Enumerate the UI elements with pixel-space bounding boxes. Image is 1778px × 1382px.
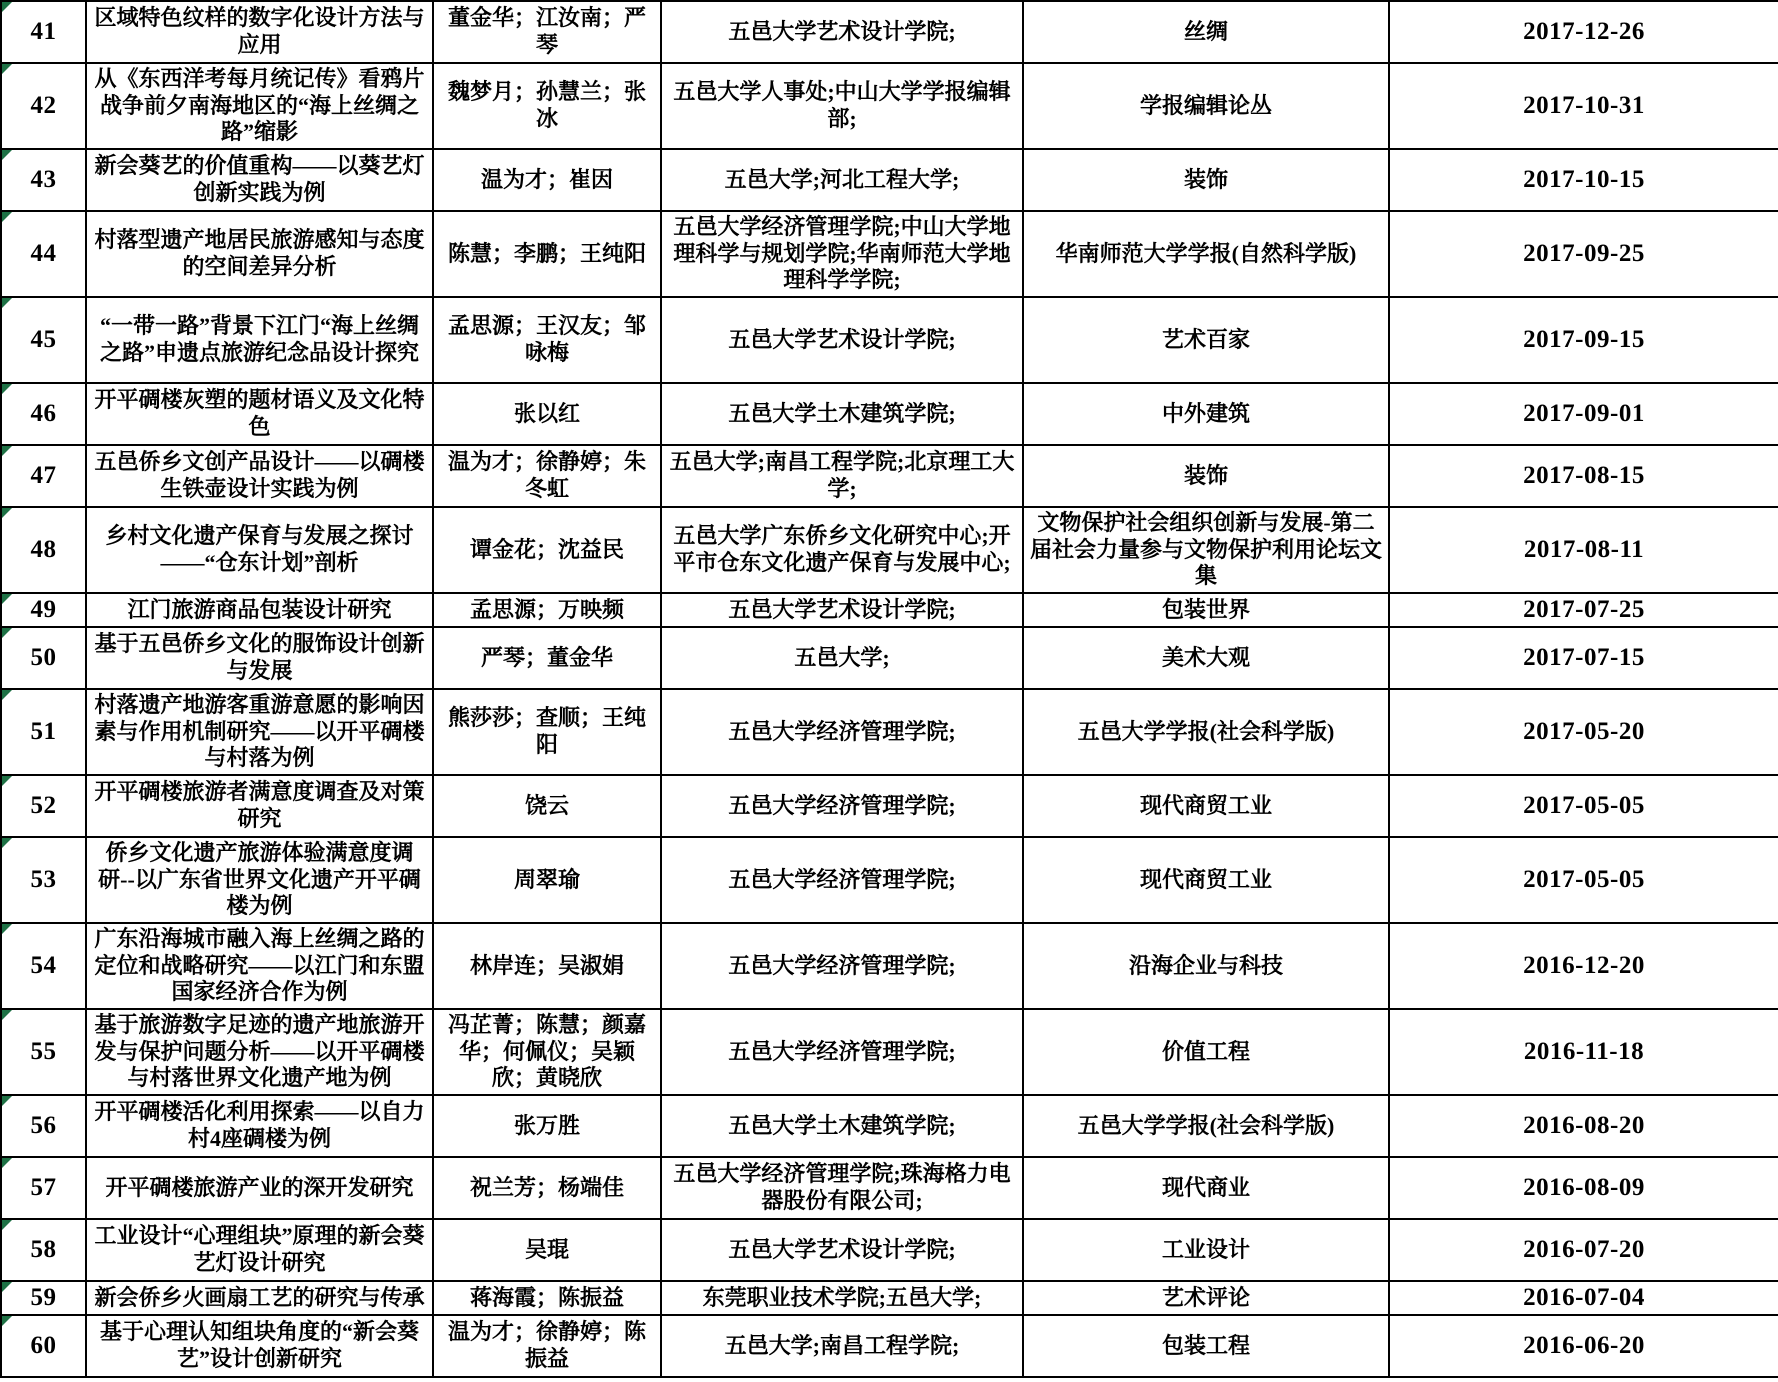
- cell-authors[interactable]: 谭金花；沈益民: [433, 507, 661, 593]
- cell-title[interactable]: 江门旅游商品包装设计研究: [86, 593, 433, 627]
- cell-institution[interactable]: 五邑大学艺术设计学院;: [661, 297, 1023, 383]
- table-row: [1, 445, 1778, 507]
- cell-num[interactable]: [1, 1281, 86, 1315]
- table-row: [1, 1315, 1778, 1377]
- table-row: [1, 593, 1778, 627]
- cell-institution[interactable]: 五邑大学经济管理学院;: [661, 1009, 1023, 1095]
- row-number: 53: [30, 866, 57, 893]
- row-number: 57: [30, 1174, 57, 1201]
- table-row: [1, 775, 1778, 837]
- cell-num[interactable]: [1, 923, 86, 1009]
- cell-journal[interactable]: 装饰: [1023, 149, 1389, 211]
- cell-institution[interactable]: 五邑大学人事处;中山大学学报编辑部;: [661, 63, 1023, 149]
- cell-authors[interactable]: 温为才；崔因: [433, 149, 661, 211]
- cell-date[interactable]: 2017-07-15: [1389, 627, 1778, 689]
- cell-authors[interactable]: 张万胜: [433, 1095, 661, 1157]
- cell-journal[interactable]: 美术大观: [1023, 627, 1389, 689]
- cell-authors[interactable]: 董金华；江汝南；严琴: [433, 1, 661, 63]
- row-number: 56: [30, 1112, 57, 1139]
- cell-authors[interactable]: 陈慧；李鹏；王纯阳: [433, 211, 661, 297]
- cell-title[interactable]: 基于心理认知组块角度的“新会葵艺”设计创新研究: [86, 1315, 433, 1377]
- cell-date[interactable]: 2016-07-04: [1389, 1281, 1778, 1315]
- error-indicator-triangle: [2, 384, 12, 394]
- cell-authors[interactable]: 周翠瑜: [433, 837, 661, 923]
- cell-institution[interactable]: 五邑大学艺术设计学院;: [661, 1219, 1023, 1281]
- cell-num[interactable]: [1, 1157, 86, 1219]
- cell-authors[interactable]: 冯芷菁；陈慧；颜嘉华；何佩仪；吴颖欣；黄晓欣: [433, 1009, 661, 1095]
- cell-institution[interactable]: 五邑大学;南昌工程学院;北京理工大学;: [661, 445, 1023, 507]
- cell-journal[interactable]: 五邑大学学报(社会科学版): [1023, 689, 1389, 775]
- cell-date[interactable]: 2017-10-31: [1389, 63, 1778, 149]
- cell-title[interactable]: 乡村文化遗产保育与发展之探讨——“仓东计划”剖析: [86, 507, 433, 593]
- cell-title[interactable]: 从《东西洋考每月统记传》看鸦片战争前夕南海地区的“海上丝绸之路”缩影: [86, 63, 433, 149]
- cell-date[interactable]: 2016-11-18: [1389, 1009, 1778, 1095]
- table-row: [1, 1157, 1778, 1219]
- table-row: [1, 507, 1778, 593]
- cell-date[interactable]: 2017-05-05: [1389, 837, 1778, 923]
- table-row: [1, 149, 1778, 211]
- error-indicator-triangle: [2, 1316, 12, 1326]
- cell-title[interactable]: 村落型遗产地居民旅游感知与态度的空间差异分析: [86, 211, 433, 297]
- row-number: 43: [30, 166, 57, 193]
- row-number: 55: [30, 1038, 57, 1065]
- cell-title[interactable]: 五邑侨乡文创产品设计——以碉楼生铁壶设计实践为例: [86, 445, 433, 507]
- cell-title[interactable]: 基于五邑侨乡文化的服饰设计创新与发展: [86, 627, 433, 689]
- cell-num[interactable]: [1, 507, 86, 593]
- cell-num[interactable]: [1, 63, 86, 149]
- cell-journal[interactable]: 价值工程: [1023, 1009, 1389, 1095]
- row-number: 48: [30, 536, 57, 563]
- table-row: [1, 63, 1778, 149]
- cell-institution[interactable]: 五邑大学经济管理学院;: [661, 837, 1023, 923]
- cell-title[interactable]: 区域特色纹样的数字化设计方法与应用: [86, 1, 433, 63]
- cell-authors[interactable]: 温为才；徐静婷；陈振益: [433, 1315, 661, 1377]
- error-indicator-triangle: [2, 212, 12, 222]
- cell-num[interactable]: [1, 593, 86, 627]
- cell-journal[interactable]: 沿海企业与科技: [1023, 923, 1389, 1009]
- cell-num[interactable]: [1, 1095, 86, 1157]
- cell-institution[interactable]: 东莞职业技术学院;五邑大学;: [661, 1281, 1023, 1315]
- cell-date[interactable]: 2017-09-25: [1389, 211, 1778, 297]
- cell-date[interactable]: 2016-07-20: [1389, 1219, 1778, 1281]
- row-number: 41: [30, 18, 57, 45]
- cell-journal[interactable]: 丝绸: [1023, 1, 1389, 63]
- cell-institution[interactable]: 五邑大学经济管理学院;: [661, 689, 1023, 775]
- cell-date[interactable]: 2017-07-25: [1389, 593, 1778, 627]
- error-indicator-triangle: [2, 1282, 12, 1292]
- row-number: 52: [30, 792, 57, 819]
- error-indicator-triangle: [2, 924, 12, 934]
- error-indicator-triangle: [2, 1096, 12, 1106]
- table-row: [1, 297, 1778, 383]
- cell-journal[interactable]: 现代商贸工业: [1023, 837, 1389, 923]
- cell-authors[interactable]: 张以红: [433, 383, 661, 445]
- cell-date[interactable]: 2016-12-20: [1389, 923, 1778, 1009]
- cell-title[interactable]: 工业设计“心理组块”原理的新会葵艺灯设计研究: [86, 1219, 433, 1281]
- cell-institution[interactable]: 五邑大学艺术设计学院;: [661, 593, 1023, 627]
- row-number: 59: [30, 1284, 57, 1311]
- row-number: 44: [30, 240, 57, 267]
- cell-date[interactable]: 2016-06-20: [1389, 1315, 1778, 1377]
- cell-journal[interactable]: 艺术百家: [1023, 297, 1389, 383]
- cell-num[interactable]: [1, 627, 86, 689]
- cell-date[interactable]: 2017-10-15: [1389, 149, 1778, 211]
- cell-authors[interactable]: 温为才；徐静婷；朱冬虹: [433, 445, 661, 507]
- cell-journal[interactable]: 现代商贸工业: [1023, 775, 1389, 837]
- row-number: 58: [30, 1236, 57, 1263]
- row-number: 46: [30, 400, 57, 427]
- cell-authors[interactable]: 严琴；董金华: [433, 627, 661, 689]
- cell-num[interactable]: [1, 1, 86, 63]
- cell-journal[interactable]: 艺术评论: [1023, 1281, 1389, 1315]
- error-indicator-triangle: [2, 2, 12, 12]
- cell-title[interactable]: 开平碉楼旅游产业的深开发研究: [86, 1157, 433, 1219]
- cell-date[interactable]: 2017-08-11: [1389, 507, 1778, 593]
- row-number: 50: [30, 644, 57, 671]
- cell-title[interactable]: 新会葵艺的价值重构——以葵艺灯创新实践为例: [86, 149, 433, 211]
- cell-title[interactable]: 侨乡文化遗产旅游体验满意度调研--以广东省世界文化遗产开平碉楼为例: [86, 837, 433, 923]
- cell-journal[interactable]: 现代商业: [1023, 1157, 1389, 1219]
- cell-journal[interactable]: 工业设计: [1023, 1219, 1389, 1281]
- cell-authors[interactable]: 孟思源；万映频: [433, 593, 661, 627]
- cell-institution[interactable]: 五邑大学经济管理学院;: [661, 923, 1023, 1009]
- cell-authors[interactable]: 林岸连；吴淑娟: [433, 923, 661, 1009]
- cell-institution[interactable]: 五邑大学艺术设计学院;: [661, 1, 1023, 63]
- table-row: [1, 1219, 1778, 1281]
- table-row: [1, 1095, 1778, 1157]
- cell-journal[interactable]: 五邑大学学报(社会科学版): [1023, 1095, 1389, 1157]
- cell-num[interactable]: [1, 383, 86, 445]
- cell-date[interactable]: 2017-09-15: [1389, 297, 1778, 383]
- cell-authors[interactable]: 饶云: [433, 775, 661, 837]
- row-number: 54: [30, 952, 57, 979]
- cell-date[interactable]: 2017-05-20: [1389, 689, 1778, 775]
- cell-institution[interactable]: 五邑大学;: [661, 627, 1023, 689]
- table-row: [1, 1281, 1778, 1315]
- cell-authors[interactable]: 蒋海霞；陈振益: [433, 1281, 661, 1315]
- cell-num[interactable]: [1, 297, 86, 383]
- error-indicator-triangle: [2, 776, 12, 786]
- cell-num[interactable]: [1, 837, 86, 923]
- error-indicator-triangle: [2, 594, 12, 604]
- table-row: [1, 689, 1778, 775]
- table-row: [1, 211, 1778, 297]
- cell-institution[interactable]: 五邑大学经济管理学院;: [661, 775, 1023, 837]
- error-indicator-triangle: [2, 64, 12, 74]
- cell-authors[interactable]: 魏梦月；孙慧兰；张冰: [433, 63, 661, 149]
- cell-journal[interactable]: 华南师范大学学报(自然科学版): [1023, 211, 1389, 297]
- cell-authors[interactable]: 熊莎莎；查顺；王纯阳: [433, 689, 661, 775]
- publications-table-body: [1, 1, 1778, 1377]
- cell-date[interactable]: 2016-08-20: [1389, 1095, 1778, 1157]
- cell-journal[interactable]: 文物保护社会组织创新与发展-第二届社会力量参与文物保护利用论坛文集: [1023, 507, 1389, 593]
- cell-title[interactable]: 新会侨乡火画扇工艺的研究与传承: [86, 1281, 433, 1315]
- error-indicator-triangle: [2, 628, 12, 638]
- cell-date[interactable]: 2016-08-09: [1389, 1157, 1778, 1219]
- row-number: 49: [30, 596, 57, 623]
- error-indicator-triangle: [2, 690, 12, 700]
- cell-institution[interactable]: 五邑大学广东侨乡文化研究中心;开平市仓东文化遗产保育与发展中心;: [661, 507, 1023, 593]
- row-number: 60: [30, 1332, 57, 1359]
- row-number: 51: [30, 718, 57, 745]
- error-indicator-triangle: [2, 1158, 12, 1168]
- cell-authors[interactable]: 祝兰芳；杨端佳: [433, 1157, 661, 1219]
- cell-journal[interactable]: 学报编辑论丛: [1023, 63, 1389, 149]
- cell-title[interactable]: “一带一路”背景下江门“海上丝绸之路”申遗点旅游纪念品设计探究: [86, 297, 433, 383]
- cell-journal[interactable]: 中外建筑: [1023, 383, 1389, 445]
- table-row: [1, 383, 1778, 445]
- cell-num[interactable]: [1, 1009, 86, 1095]
- error-indicator-triangle: [2, 1220, 12, 1230]
- error-indicator-triangle: [2, 508, 12, 518]
- cell-num[interactable]: [1, 689, 86, 775]
- table-row: [1, 1009, 1778, 1095]
- cell-num[interactable]: [1, 211, 86, 297]
- table-row: [1, 1, 1778, 63]
- row-number: 42: [30, 92, 57, 119]
- cell-institution[interactable]: 五邑大学经济管理学院;中山大学地理科学与规划学院;华南师范大学地理科学学院;: [661, 211, 1023, 297]
- cell-institution[interactable]: 五邑大学经济管理学院;珠海格力电器股份有限公司;: [661, 1157, 1023, 1219]
- cell-institution[interactable]: 五邑大学土木建筑学院;: [661, 383, 1023, 445]
- cell-authors[interactable]: 孟思源；王汉友；邹咏梅: [433, 297, 661, 383]
- table-row: [1, 627, 1778, 689]
- cell-num[interactable]: [1, 1219, 86, 1281]
- cell-title[interactable]: 村落遗产地游客重游意愿的影响因素与作用机制研究——以开平碉楼与村落为例: [86, 689, 433, 775]
- table-row: [1, 923, 1778, 1009]
- error-indicator-triangle: [2, 1010, 12, 1020]
- cell-journal[interactable]: 包装世界: [1023, 593, 1389, 627]
- cell-title[interactable]: 广东沿海城市融入海上丝绸之路的定位和战略研究——以江门和东盟国家经济合作为例: [86, 923, 433, 1009]
- error-indicator-triangle: [2, 446, 12, 456]
- cell-institution[interactable]: 五邑大学土木建筑学院;: [661, 1095, 1023, 1157]
- cell-num[interactable]: [1, 1315, 86, 1377]
- cell-date[interactable]: 2017-12-26: [1389, 1, 1778, 63]
- row-number: 45: [30, 326, 57, 353]
- table-row: [1, 837, 1778, 923]
- cell-title[interactable]: 开平碉楼活化利用探索——以自力村4座碉楼为例: [86, 1095, 433, 1157]
- cell-authors[interactable]: 吴琨: [433, 1219, 661, 1281]
- error-indicator-triangle: [2, 838, 12, 848]
- error-indicator-triangle: [2, 150, 12, 160]
- cell-institution[interactable]: 五邑大学;南昌工程学院;: [661, 1315, 1023, 1377]
- cell-num[interactable]: [1, 149, 86, 211]
- cell-journal[interactable]: 装饰: [1023, 445, 1389, 507]
- cell-date[interactable]: 2017-09-01: [1389, 383, 1778, 445]
- row-number: 47: [30, 462, 57, 489]
- cell-num[interactable]: [1, 445, 86, 507]
- cell-title[interactable]: 开平碉楼灰塑的题材语义及文化特色: [86, 383, 433, 445]
- error-indicator-triangle: [2, 298, 12, 308]
- cell-date[interactable]: 2017-05-05: [1389, 775, 1778, 837]
- cell-date[interactable]: 2017-08-15: [1389, 445, 1778, 507]
- cell-title[interactable]: 基于旅游数字足迹的遗产地旅游开发与保护问题分析——以开平碉楼与村落世界文化遗产地为例: [86, 1009, 433, 1095]
- cell-num[interactable]: [1, 775, 86, 837]
- cell-journal[interactable]: 包装工程: [1023, 1315, 1389, 1377]
- cell-institution[interactable]: 五邑大学;河北工程大学;: [661, 149, 1023, 211]
- cell-title[interactable]: 开平碉楼旅游者满意度调查及对策研究: [86, 775, 433, 837]
